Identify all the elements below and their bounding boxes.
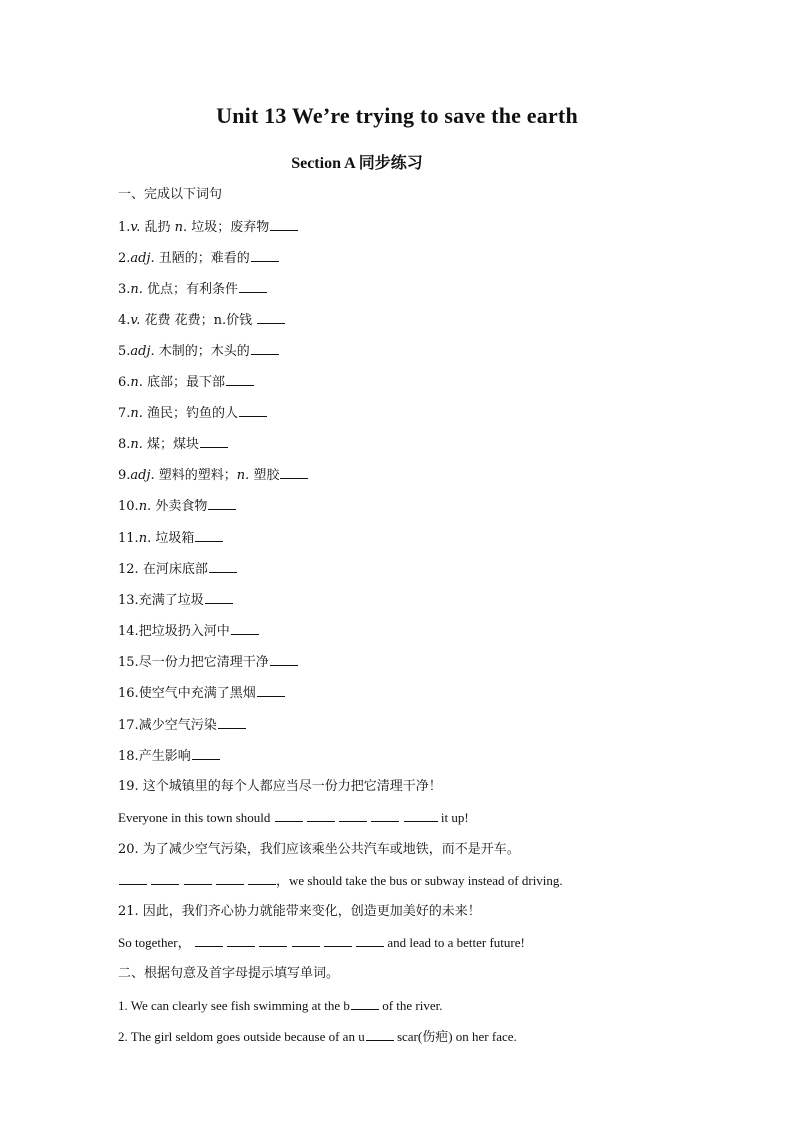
- item-text: 外卖食物: [151, 499, 208, 514]
- part-of-speech: n.: [130, 375, 143, 390]
- sentence-text: Everyone in this town should: [118, 810, 271, 825]
- part-of-speech: adj.: [130, 251, 155, 266]
- part-of-speech: v.: [130, 313, 141, 328]
- item-number: 14.: [118, 624, 139, 639]
- question-21-chinese: 21. 因此，我们齐心协力就能带来变化，创造更加美好的未来！: [118, 904, 481, 919]
- answer-blank[interactable]: [275, 809, 303, 822]
- page-title: Unit 13 We’re trying to save the earth: [216, 103, 578, 128]
- item-number: 12.: [118, 562, 139, 577]
- item-number: 8.: [118, 437, 131, 452]
- part-of-speech: adj.: [130, 468, 155, 483]
- part-of-speech: n.: [130, 406, 143, 421]
- question-19-english: [118, 809, 469, 827]
- answer-blank[interactable]: [209, 560, 237, 573]
- list-item: [118, 435, 228, 454]
- list-item: [118, 591, 233, 610]
- part1-heading: 一、完成以下词句: [118, 187, 223, 202]
- answer-blank[interactable]: [218, 716, 246, 729]
- question-20-chinese: 20. 为了减少空气污染，我们应该乘坐公共汽车或地铁，而不是开车。: [118, 842, 520, 857]
- sentence-text: of the river.: [378, 998, 443, 1013]
- list-item: [118, 373, 254, 392]
- answer-blank[interactable]: [195, 934, 223, 947]
- item-number: 6.: [118, 375, 131, 390]
- answer-blank[interactable]: [200, 435, 228, 448]
- sentence-text: 1. We can clearly see fish swimming at the b: [118, 998, 350, 1013]
- list-item: [118, 560, 237, 579]
- list-item: [118, 747, 220, 766]
- item-text: 乱扔: [140, 220, 175, 235]
- answer-blank[interactable]: [119, 872, 147, 885]
- item-text: 尽一份力把它清理干净: [138, 655, 269, 670]
- answer-blank[interactable]: [227, 934, 255, 947]
- answer-blank[interactable]: [270, 218, 298, 231]
- item-number: 11.: [118, 531, 139, 546]
- item-text: 木制的；木头的: [154, 344, 250, 359]
- item-number: 16.: [118, 686, 139, 701]
- answer-blank[interactable]: [404, 809, 438, 822]
- answer-blank[interactable]: [195, 529, 223, 542]
- item-text: . 垃圾箱: [147, 531, 195, 546]
- section-subtitle: Section A 同步练习: [291, 155, 423, 172]
- list-item: [118, 497, 236, 516]
- answer-blank[interactable]: [216, 872, 244, 885]
- item-number: 17.: [118, 718, 139, 733]
- item-text: 把垃圾扔入河中: [138, 624, 230, 639]
- item-number: 9.: [118, 468, 131, 483]
- answer-blank[interactable]: [371, 809, 399, 822]
- question-19-chinese: 19. 这个城镇里的每个人都应当尽一份力把它清理干净！: [118, 779, 442, 794]
- list-item: [118, 342, 279, 361]
- part-of-speech: v.: [130, 220, 141, 235]
- answer-blank[interactable]: [239, 280, 267, 293]
- item-text: 煤；煤块: [142, 437, 200, 452]
- question-21-english: [118, 934, 525, 952]
- answer-blank[interactable]: [226, 373, 254, 386]
- item-text: 塑胶: [249, 468, 280, 483]
- item-text: 底部；最下部: [142, 375, 226, 390]
- item-text: 产生影响: [138, 749, 191, 764]
- part2-question-1: [118, 997, 442, 1015]
- sentence-text: and lead to a better future!: [387, 935, 525, 950]
- list-item: [118, 466, 308, 485]
- list-item: [118, 529, 223, 548]
- answer-blank[interactable]: [248, 872, 276, 885]
- part-of-speech: n.: [138, 499, 152, 514]
- item-number: 7.: [118, 406, 131, 421]
- part-of-speech: n.: [236, 468, 250, 483]
- item-text: 在河床底部: [138, 562, 208, 577]
- list-item: [118, 622, 259, 641]
- answer-blank[interactable]: [351, 997, 379, 1010]
- answer-blank[interactable]: [324, 934, 352, 947]
- answer-blank[interactable]: [259, 934, 287, 947]
- part2-heading: 二、根据句意及首字母提示填写单词。: [118, 966, 340, 981]
- item-text: 垃圾；废弃物: [187, 220, 270, 235]
- answer-blank[interactable]: [208, 497, 236, 510]
- list-item: [118, 684, 285, 703]
- item-number: 18.: [118, 749, 139, 764]
- item-text: 优点；有利条件: [142, 282, 239, 297]
- answer-blank[interactable]: [205, 591, 233, 604]
- item-number: 13.: [118, 593, 139, 608]
- list-item: [118, 404, 267, 423]
- part-of-speech: adj.: [130, 344, 155, 359]
- answer-blank[interactable]: [366, 1028, 394, 1041]
- answer-blank[interactable]: [251, 249, 279, 262]
- answer-blank[interactable]: [231, 622, 259, 635]
- sentence-text: scar(伤疤) on her face.: [393, 1029, 517, 1044]
- answer-blank[interactable]: [356, 934, 384, 947]
- item-text: 使空气中充满了黑烟: [138, 686, 256, 701]
- answer-blank[interactable]: [251, 342, 279, 355]
- list-item: [118, 280, 267, 299]
- part-of-speech: n.: [174, 220, 188, 235]
- item-text: 塑料的塑料；: [154, 468, 237, 483]
- sentence-text: ，we should take the bus or subway instead of driving.: [276, 873, 563, 888]
- answer-blank[interactable]: [239, 404, 267, 417]
- answer-blank[interactable]: [270, 653, 298, 666]
- item-number: 1.: [118, 220, 131, 235]
- item-number: 15.: [118, 655, 139, 670]
- item-text: 花费 花费；n.价钱: [140, 313, 257, 328]
- answer-blank[interactable]: [192, 747, 220, 760]
- answer-blank[interactable]: [339, 809, 367, 822]
- part2-question-2: [118, 1028, 517, 1046]
- answer-blank[interactable]: [257, 311, 285, 324]
- sentence-text: it up!: [440, 810, 469, 825]
- item-text: 丑陋的；难看的: [154, 251, 250, 266]
- answer-blank[interactable]: [151, 872, 179, 885]
- item-number: 4.: [118, 313, 131, 328]
- item-number: 2.: [118, 251, 131, 266]
- list-item: [118, 716, 246, 735]
- answer-blank[interactable]: [280, 466, 308, 479]
- sentence-text: 2. The girl seldom goes outside because of an u: [118, 1029, 365, 1044]
- sentence-text: So together，: [118, 935, 191, 950]
- answer-blank[interactable]: [184, 872, 212, 885]
- item-text: 减少空气污染: [138, 718, 217, 733]
- item-text: 充满了垃圾: [138, 593, 204, 608]
- answer-blank[interactable]: [292, 934, 320, 947]
- part-of-speech: n: [138, 531, 148, 546]
- item-text: 渔民；钓鱼的人: [142, 406, 239, 421]
- list-item: [118, 311, 285, 330]
- part-of-speech: n.: [130, 437, 143, 452]
- list-item: [118, 218, 298, 237]
- answer-blank[interactable]: [307, 809, 335, 822]
- item-number: 3.: [118, 282, 131, 297]
- question-20-english: [118, 872, 563, 890]
- list-item: [118, 653, 298, 672]
- item-number: 10.: [118, 499, 139, 514]
- part-of-speech: n.: [130, 282, 143, 297]
- item-number: 5.: [118, 344, 131, 359]
- answer-blank[interactable]: [257, 684, 285, 697]
- list-item: [118, 249, 279, 268]
